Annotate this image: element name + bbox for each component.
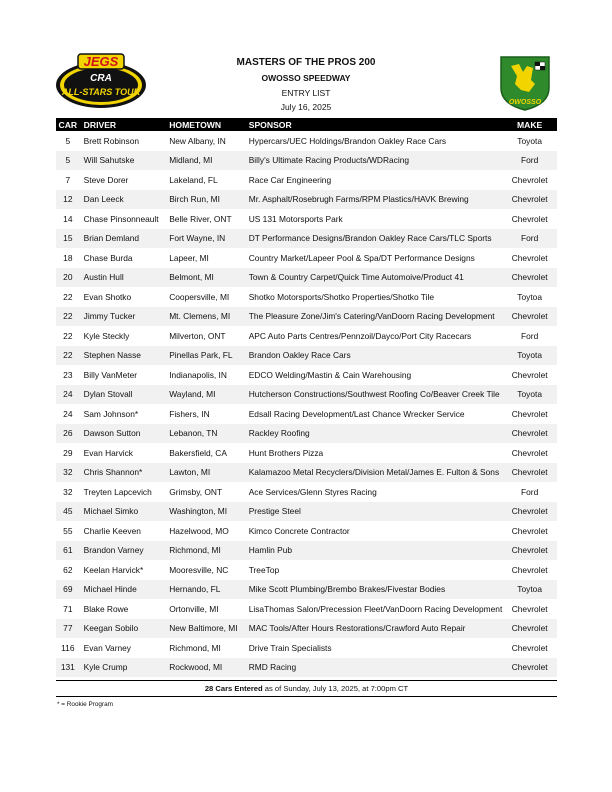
hometown-cell: Fishers, IN — [169, 408, 210, 419]
hometown-cell: Washington, MI — [165, 502, 245, 522]
make-cell: Chevrolet — [511, 252, 548, 263]
sponsor-cell: Race Car Engineering — [248, 174, 332, 185]
car-number-cell: 32 — [63, 486, 73, 497]
table-row — [56, 404, 557, 424]
hometown-cell: Milverton, ONT — [169, 330, 226, 341]
hometown-cell: Richmond, MI — [169, 642, 221, 653]
car-number-cell: 15 — [56, 229, 80, 249]
car-number-cell: 29 — [63, 447, 73, 458]
car-number-cell: 20 — [56, 268, 80, 288]
sponsor-cell: Brandon Oakley Race Cars — [245, 346, 503, 366]
driver-name-cell: Evan Varney — [83, 642, 131, 653]
table-row — [56, 307, 557, 327]
make-cell: Toytoa — [502, 580, 557, 600]
hometown-cell: Belle River, ONT — [169, 213, 232, 224]
driver-name-cell: Brandon Varney — [80, 541, 166, 561]
sponsor-cell: Kalamazoo Metal Recyclers/Division Metal/James E. Fulton & Sons — [245, 463, 503, 483]
car-number-cell: 32 — [56, 463, 80, 483]
driver-name-cell: Austin Hull — [80, 268, 166, 288]
sponsor-cell: Rackley Roofing — [245, 424, 503, 444]
owosso-speedway-logo — [497, 54, 553, 112]
make-cell: Chevrolet — [511, 369, 548, 380]
table-row — [56, 385, 557, 405]
make-cell: Ford — [502, 229, 557, 249]
hometown-cell: Fort Wayne, IN — [165, 229, 245, 249]
car-number-cell: 61 — [56, 541, 80, 561]
car-number-cell: 131 — [56, 658, 80, 678]
driver-name-cell: Treyten Lapcevich — [83, 486, 152, 497]
column-header-car: CAR — [56, 118, 80, 131]
hometown-cell: Grimsby, ONT — [169, 486, 223, 497]
table-row — [56, 463, 557, 483]
make-cell: Chevrolet — [502, 268, 557, 288]
car-number-cell: 14 — [63, 213, 73, 224]
make-cell: Chevrolet — [511, 564, 548, 575]
table-row — [56, 560, 557, 580]
car-number-cell: 12 — [56, 190, 80, 210]
table-row — [56, 482, 557, 502]
event-date: July 16, 2025 — [280, 102, 332, 112]
column-header-make: MAKE — [502, 118, 557, 131]
table-row — [56, 268, 557, 288]
driver-name-cell: Kyle Crump — [80, 658, 166, 678]
hometown-cell: Birch Run, MI — [165, 190, 245, 210]
hometown-cell: Lakeland, FL — [169, 174, 218, 185]
table-row — [56, 365, 557, 385]
table-row — [56, 326, 557, 346]
svg-text:OWOSSO: OWOSSO — [508, 99, 542, 106]
sponsor-cell: Mike Scott Plumbing/Brembo Brakes/Fivestar Bodies — [245, 580, 503, 600]
sponsor-cell: Ace Services/Glenn Styres Racing — [248, 486, 377, 497]
hometown-cell: Wayland, MI — [165, 385, 245, 405]
sponsor-cell: DT Performance Designs/Brandon Oakley Race Cars/TLC Sports — [245, 229, 503, 249]
driver-name-cell: Michael Hinde — [80, 580, 166, 600]
table-header-row — [56, 118, 557, 131]
make-cell: Ford — [502, 151, 557, 171]
driver-name-cell: Evan Harvick — [83, 447, 133, 458]
make-cell: Chevrolet — [502, 307, 557, 327]
sponsor-cell: Mr. Asphalt/Rosebrugh Farms/RPM Plastics/HAVK Brewing — [245, 190, 503, 210]
hometown-cell: Indianapolis, IN — [169, 369, 227, 380]
table-row — [56, 190, 557, 210]
car-number-cell: 18 — [63, 252, 73, 263]
hometown-cell: Mooresville, NC — [169, 564, 229, 575]
entry-rows — [56, 131, 557, 677]
table-row — [56, 619, 557, 639]
driver-name-cell: Billy VanMeter — [83, 369, 138, 380]
car-number-cell: 23 — [63, 369, 73, 380]
hometown-cell: Rockwood, MI — [165, 658, 245, 678]
hometown-cell: Midland, MI — [165, 151, 245, 171]
car-number-cell: 22 — [63, 330, 73, 341]
car-number-cell: 5 — [65, 135, 71, 146]
table-row — [56, 209, 557, 229]
driver-name-cell: Chris Shannon* — [80, 463, 166, 483]
column-header-driver: DRIVER — [80, 118, 166, 131]
car-number-cell: 69 — [56, 580, 80, 600]
car-number-cell: 55 — [63, 525, 73, 536]
hometown-cell: Belmont, MI — [165, 268, 245, 288]
make-cell: Ford — [521, 330, 539, 341]
svg-text:CRA: CRA — [90, 73, 112, 84]
hometown-cell: Lawton, MI — [165, 463, 245, 483]
driver-name-cell: Blake Rowe — [83, 603, 129, 614]
sponsor-cell: EDCO Welding/Mastin & Cain Warehousing — [248, 369, 412, 380]
driver-name-cell: Dylan Stovall — [80, 385, 166, 405]
hometown-cell: Bakersfield, CA — [169, 447, 227, 458]
hometown-cell: New Albany, IN — [169, 135, 226, 146]
sponsor-cell: Town & Country Carpet/Quick Time Automoive/Product 41 — [245, 268, 503, 288]
table-row — [56, 502, 557, 522]
car-number-cell: 77 — [56, 619, 80, 639]
make-cell: Chevrolet — [502, 658, 557, 678]
make-cell: Toytoa — [517, 291, 542, 302]
hometown-cell: Coopersville, MI — [169, 291, 230, 302]
car-number-cell: 22 — [63, 291, 73, 302]
make-cell: Chevrolet — [511, 408, 548, 419]
svg-text:ALL-STARS TOUR: ALL-STARS TOUR — [61, 87, 141, 97]
make-cell: Chevrolet — [502, 190, 557, 210]
driver-name-cell: Jimmy Tucker — [80, 307, 166, 327]
cars-entered-count: 28 Cars Entered — [204, 684, 263, 693]
table-row — [56, 424, 557, 444]
hometown-cell: Hazelwood, MO — [169, 525, 229, 536]
table-row — [56, 638, 557, 658]
table-row — [56, 287, 557, 307]
make-cell: Ford — [521, 486, 539, 497]
table-row — [56, 599, 557, 619]
hometown-cell: New Baltimore, MI — [165, 619, 245, 639]
sponsor-cell: Hamlin Pub — [245, 541, 503, 561]
rookie-footnote: * = Rookie Program — [57, 701, 113, 708]
hometown-cell: Richmond, MI — [165, 541, 245, 561]
make-cell: Chevrolet — [511, 447, 548, 458]
car-number-cell: 7 — [65, 174, 71, 185]
sponsor-cell: RMD Racing — [245, 658, 503, 678]
driver-name-cell: Sam Johnson* — [83, 408, 139, 419]
make-cell: Chevrolet — [502, 541, 557, 561]
driver-name-cell: Will Sahutske — [80, 151, 166, 171]
sponsor-cell: Drive Train Specialists — [248, 642, 332, 653]
table-row — [56, 580, 557, 600]
table-row — [56, 521, 557, 541]
driver-name-cell: Kyle Steckly — [83, 330, 130, 341]
sponsor-cell: LisaThomas Salon/Precession Fleet/VanDoorn Racing Development — [248, 603, 503, 614]
table-row — [56, 443, 557, 463]
hometown-cell: Lapeer, MI — [169, 252, 209, 263]
column-header-sponsor: SPONSOR — [245, 118, 503, 131]
driver-name-cell: Keelan Harvick* — [83, 564, 144, 575]
sponsor-cell: Country Market/Lapeer Pool & Spa/DT Performance Designs — [248, 252, 475, 263]
car-number-cell: 22 — [56, 346, 80, 366]
driver-name-cell: Steve Dorer — [83, 174, 129, 185]
driver-name-cell: Brian Demland — [80, 229, 166, 249]
track-name: OWOSSO SPEEDWAY — [261, 73, 351, 83]
car-number-cell: 5 — [56, 151, 80, 171]
sponsor-cell: Hypercars/UEC Holdings/Brandon Oakley Race Cars — [248, 135, 447, 146]
sponsor-cell: Billy's Ultimate Racing Products/WDRacing — [245, 151, 503, 171]
car-number-cell: 22 — [56, 307, 80, 327]
make-cell: Chevrolet — [502, 619, 557, 639]
driver-name-cell: Michael Simko — [80, 502, 166, 522]
sponsor-cell: Hunt Brothers Pizza — [248, 447, 324, 458]
sponsor-cell: MAC Tools/After Hours Restorations/Crawford Auto Repair — [245, 619, 503, 639]
table-row — [56, 131, 557, 151]
svg-text:JEGS: JEGS — [83, 54, 119, 69]
car-number-cell: 26 — [56, 424, 80, 444]
driver-name-cell: Evan Shotko — [83, 291, 132, 302]
sponsor-cell: Hutcherson Constructions/Southwest Roofing Co/Beaver Creek Tile — [245, 385, 503, 405]
table-row — [56, 229, 557, 249]
make-cell: Chevrolet — [511, 213, 548, 224]
car-number-cell: 24 — [63, 408, 73, 419]
driver-name-cell: Stephen Nasse — [80, 346, 166, 366]
driver-name-cell: Dan Leeck — [80, 190, 166, 210]
make-cell: Toyota — [502, 385, 557, 405]
hometown-cell: Lebanon, TN — [165, 424, 245, 444]
make-cell: Toyota — [517, 135, 542, 146]
document-subtitle: ENTRY LIST — [281, 88, 331, 98]
make-cell: Chevrolet — [511, 174, 548, 185]
make-cell: Chevrolet — [511, 603, 548, 614]
make-cell: Chevrolet — [511, 642, 548, 653]
car-number-cell: 24 — [56, 385, 80, 405]
table-row — [56, 541, 557, 561]
hometown-cell: Mt. Clemens, MI — [165, 307, 245, 327]
sponsor-cell: Prestige Steel — [245, 502, 503, 522]
sponsor-cell: Kimco Concrete Contractor — [248, 525, 350, 536]
driver-name-cell: Keegan Sobilo — [80, 619, 166, 639]
hometown-cell: Hernando, FL — [165, 580, 245, 600]
make-cell: Chevrolet — [511, 525, 548, 536]
table-row — [56, 151, 557, 171]
sponsor-cell: Edsall Racing Development/Last Chance Wrecker Service — [248, 408, 465, 419]
table-row — [56, 346, 557, 366]
event-title: MASTERS OF THE PROS 200 — [236, 57, 376, 68]
car-number-cell: 116 — [61, 642, 75, 653]
table-row — [56, 170, 557, 190]
table-row — [56, 248, 557, 268]
entry-list-table — [56, 118, 557, 677]
sponsor-cell: The Pleasure Zone/Jim's Catering/VanDoorn Racing Development — [245, 307, 503, 327]
table-row — [56, 658, 557, 678]
make-cell: Toyota — [502, 346, 557, 366]
sponsor-cell: APC Auto Parts Centres/Pennzoil/Dayco/Port City Racecars — [248, 330, 472, 341]
driver-name-cell: Brett Robinson — [83, 135, 140, 146]
hometown-cell: Pinellas Park, FL — [165, 346, 245, 366]
driver-name-cell: Chase Burda — [83, 252, 133, 263]
sponsor-cell: Shotko Motorsports/Shotko Properties/Shotko Tile — [248, 291, 434, 302]
car-number-cell: 62 — [63, 564, 73, 575]
sponsor-cell: TreeTop — [248, 564, 280, 575]
driver-name-cell: Chase Pinsonneault — [83, 213, 159, 224]
car-number-cell: 45 — [56, 502, 80, 522]
hometown-cell: Ortonville, MI — [169, 603, 219, 614]
make-cell: Chevrolet — [502, 463, 557, 483]
entries-summary — [56, 680, 557, 697]
driver-name-cell: Charlie Keeven — [83, 525, 141, 536]
driver-name-cell: Dawson Sutton — [80, 424, 166, 444]
make-cell: Chevrolet — [502, 424, 557, 444]
column-header-hometown: HOMETOWN — [165, 118, 245, 131]
car-number-cell: 71 — [63, 603, 73, 614]
sponsor-cell: US 131 Motorsports Park — [248, 213, 343, 224]
entries-as-of-text: as of Sunday, July 13, 2025, at 7:00pm CT — [262, 684, 409, 693]
make-cell: Chevrolet — [502, 502, 557, 522]
